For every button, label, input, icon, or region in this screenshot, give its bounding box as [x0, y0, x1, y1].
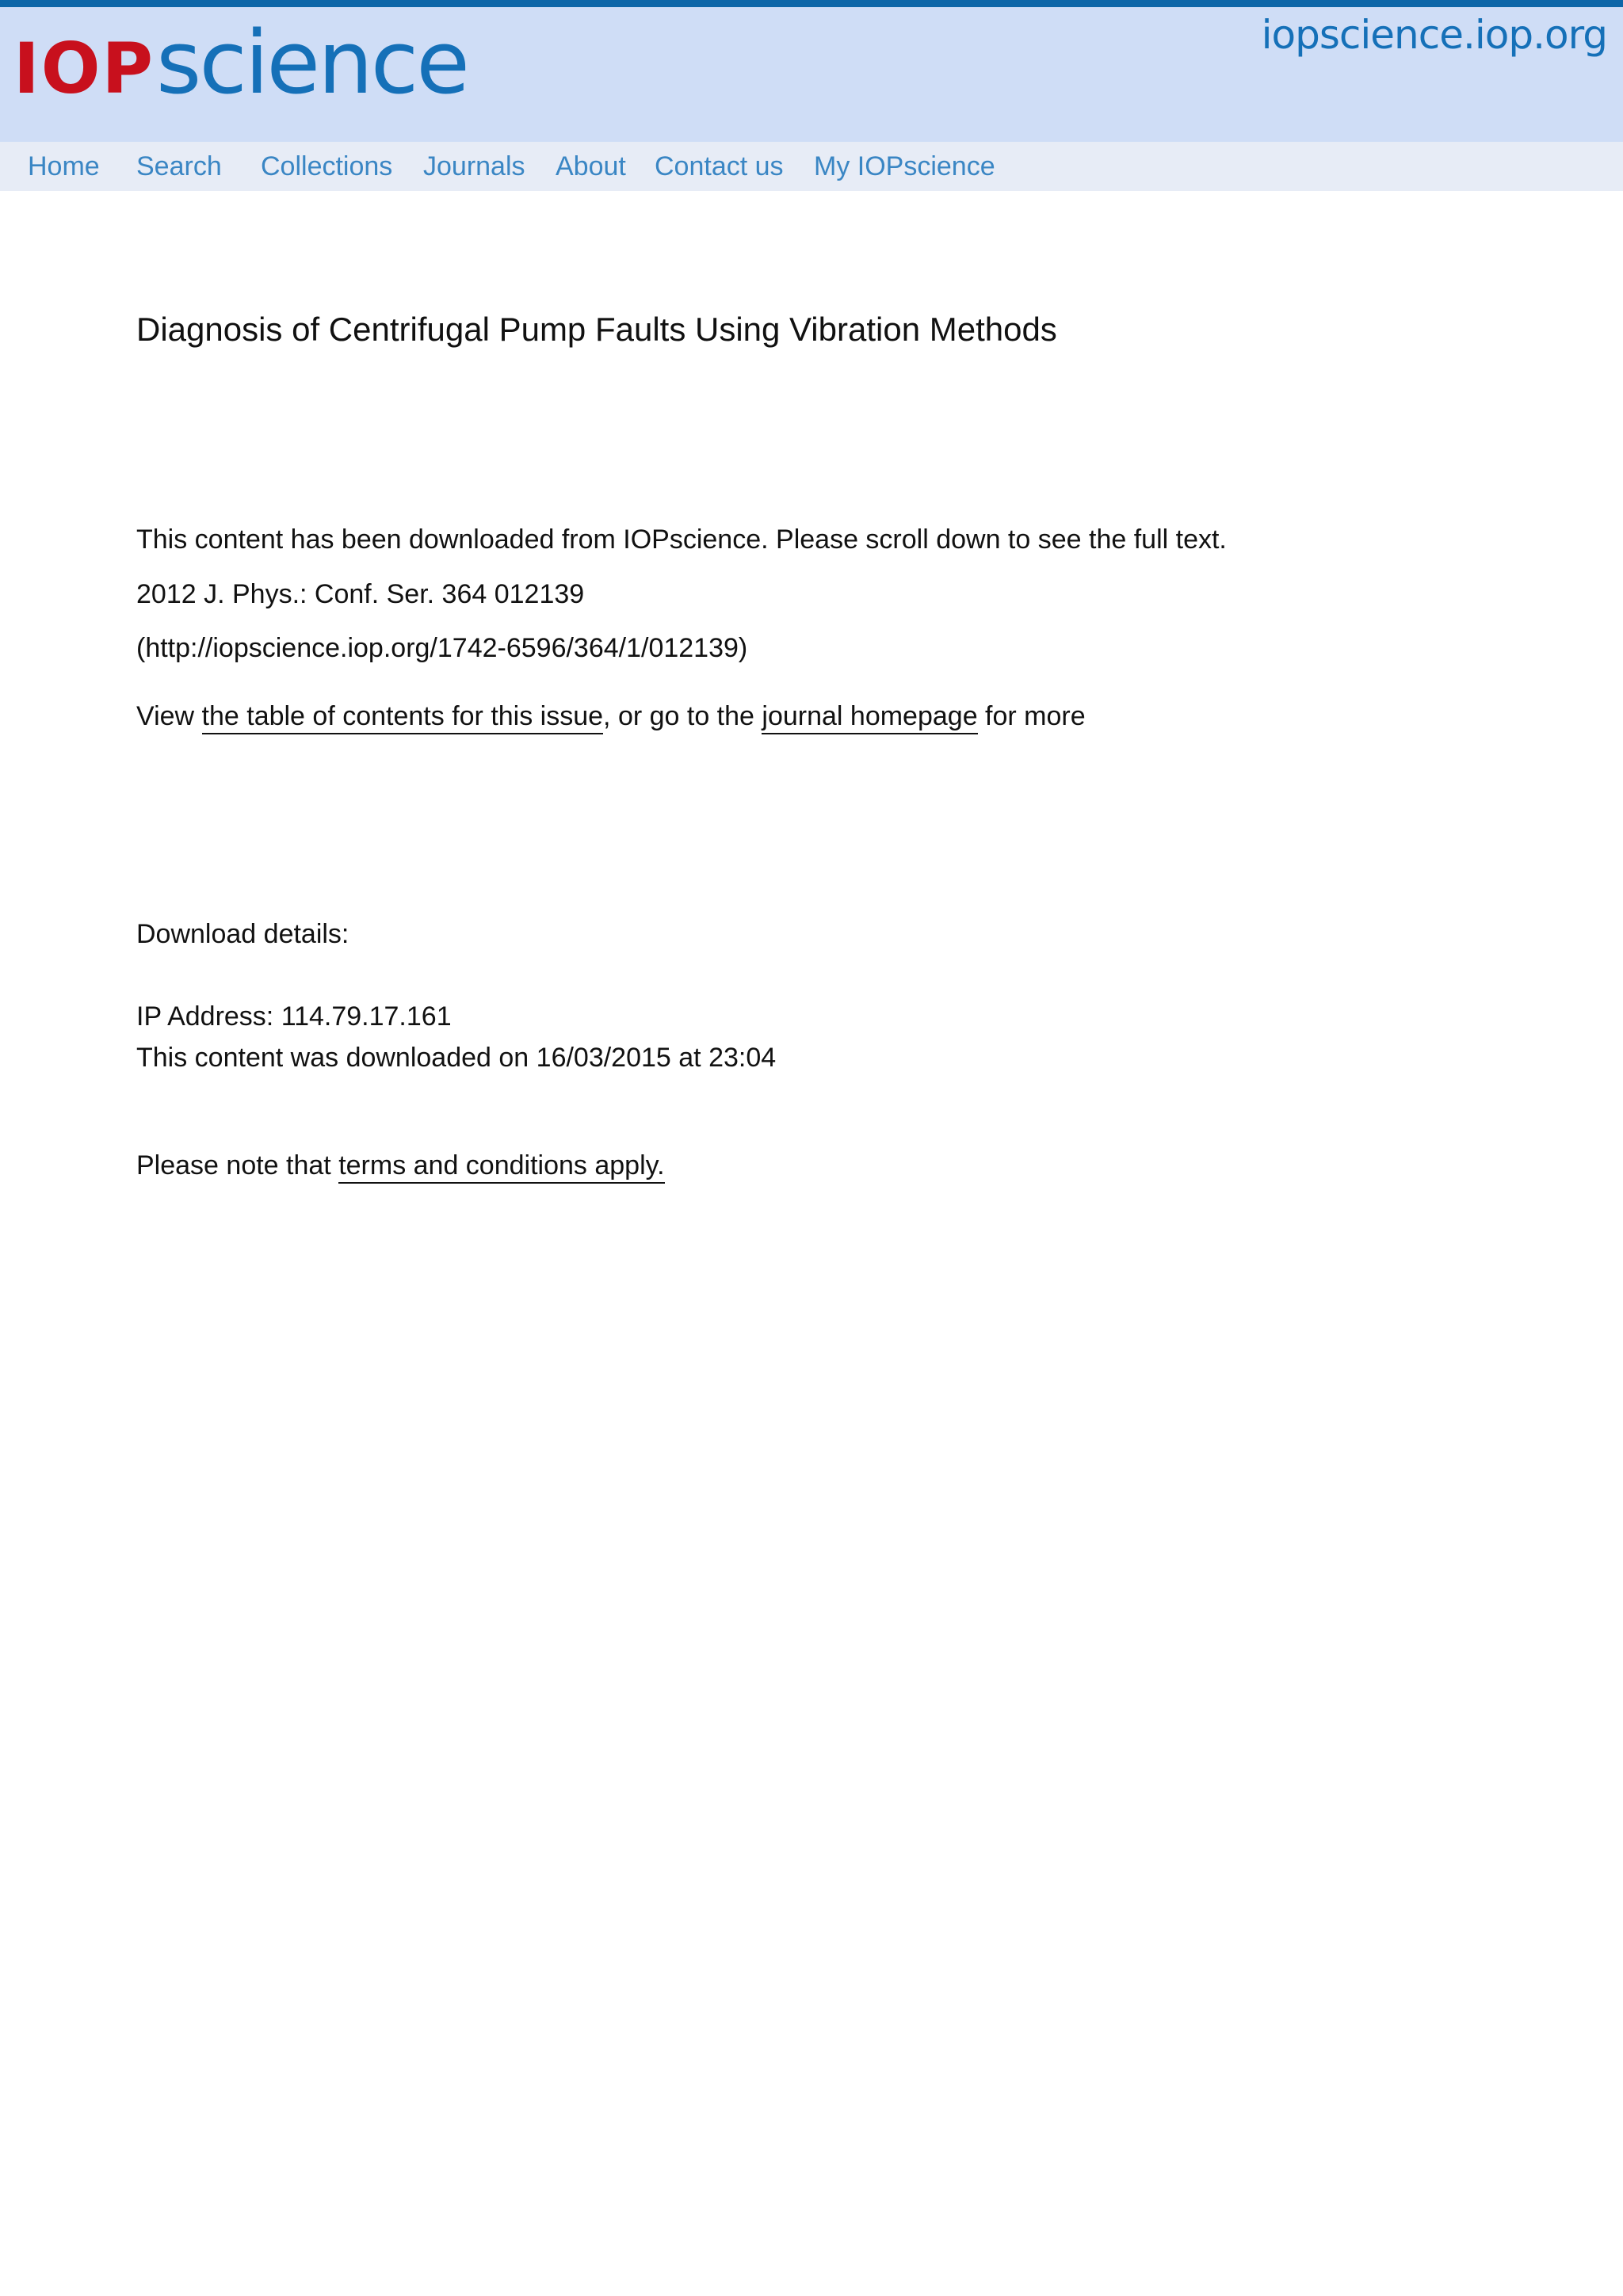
terms-line [136, 1150, 665, 1181]
table-of-contents-link[interactable]: the table of contents for this issue [202, 701, 604, 734]
article-title: Diagnosis of Centrifugal Pump Faults Using Vibration Methods [136, 311, 1057, 348]
nav-contact-us[interactable]: Contact us [655, 151, 784, 181]
main-navigation [0, 142, 1623, 191]
nav-journals[interactable]: Journals [423, 151, 525, 181]
logo-science-text: science [156, 12, 468, 113]
view-prefix-text: View [136, 701, 202, 731]
download-notice: This content has been downloaded from IOPscience. Please scroll down to see the full text. [136, 524, 1227, 555]
iopscience-logo[interactable] [13, 12, 468, 113]
article-url: (http://iopscience.iop.org/1742-6596/364/1/012139) [136, 633, 748, 663]
terms-and-conditions-link[interactable]: terms and conditions apply. [338, 1150, 664, 1184]
logo-iop-text: IOP [13, 28, 155, 109]
terms-prefix-text: Please note that [136, 1150, 339, 1180]
download-date-line: This content was downloaded on 16/03/2015 at 23:04 [136, 1043, 777, 1073]
view-suffix-text: for more [977, 701, 1086, 731]
nav-collections[interactable]: Collections [261, 151, 393, 181]
view-middle-text: , or go to the [603, 701, 762, 731]
site-url-link[interactable]: iopscience.iop.org [1261, 12, 1607, 58]
nav-search[interactable]: Search [136, 151, 222, 181]
journal-homepage-link[interactable]: journal homepage [762, 701, 977, 734]
view-links-line [136, 701, 1086, 732]
nav-about[interactable]: About [556, 151, 626, 181]
top-accent-bar [0, 0, 1623, 7]
nav-my-iopscience[interactable]: My IOPscience [814, 151, 995, 181]
nav-home[interactable]: Home [28, 151, 100, 181]
site-header [0, 7, 1623, 142]
article-citation: 2012 J. Phys.: Conf. Ser. 364 012139 [136, 579, 585, 609]
download-details-heading: Download details: [136, 919, 349, 949]
ip-address-line: IP Address: 114.79.17.161 [136, 1001, 452, 1032]
